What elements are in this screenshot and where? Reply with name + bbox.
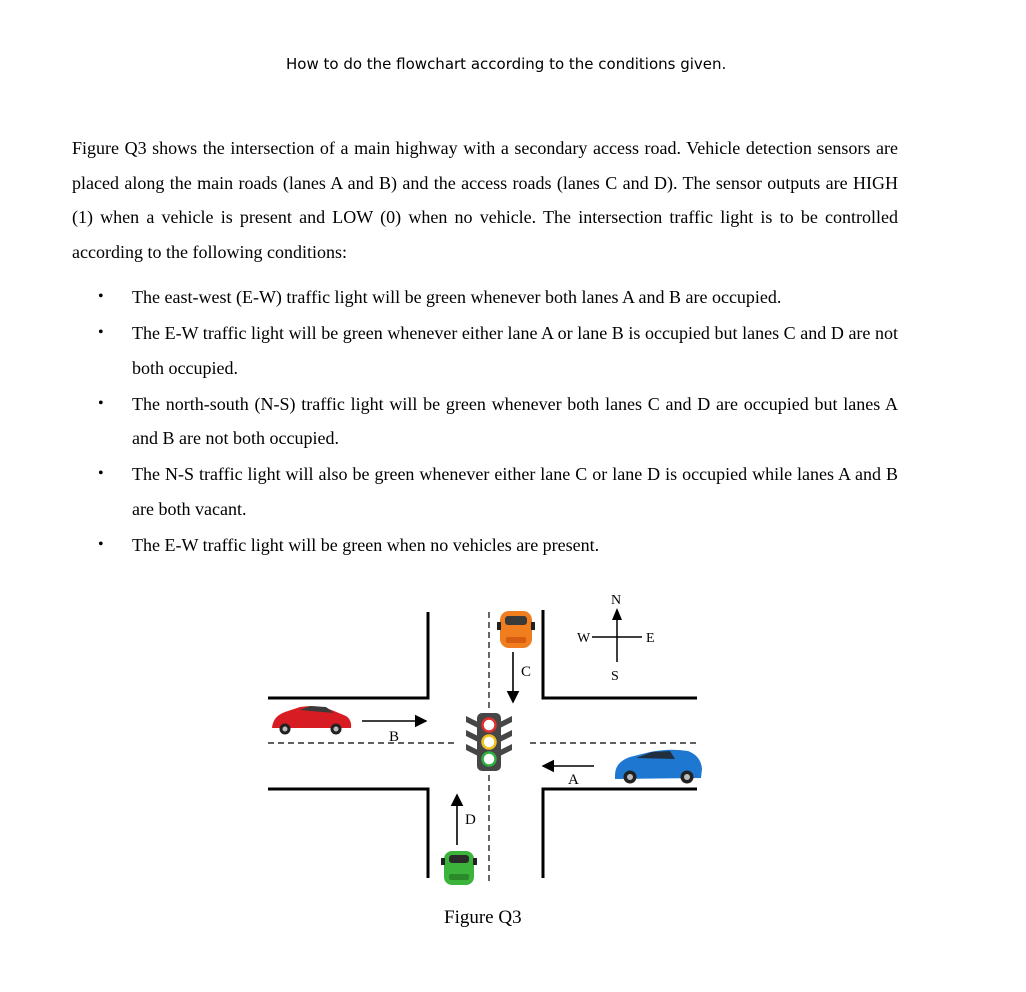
lane-label-c: C — [521, 664, 532, 680]
green-lamp — [483, 753, 496, 766]
compass-east: E — [646, 631, 655, 646]
road-edge-nw — [268, 612, 428, 698]
figure-caption: Figure Q3 — [444, 907, 522, 928]
compass-west: W — [577, 631, 591, 646]
red-lamp — [483, 719, 496, 732]
road-edge-se — [543, 789, 697, 878]
condition-text: The E-W traffic light will be green whenever either lane A or lane B is occupied but lanes C and D are not both occupied. — [132, 323, 898, 378]
car-green-icon — [441, 851, 477, 885]
compass — [577, 593, 655, 684]
car-red-icon — [272, 706, 351, 735]
car-blue-icon — [615, 750, 702, 784]
bullet-icon: • — [98, 324, 104, 341]
compass-north-arrow-icon — [612, 608, 622, 620]
bullet-icon: • — [98, 288, 104, 305]
condition-text: The north-south (N-S) traffic light will be green whenever both lanes C and D are occupied but lanes A and B are not both occupied. — [132, 393, 898, 448]
lane-label-b: B — [389, 729, 400, 745]
question-title: How to do the flowchart according to the conditions given. — [286, 55, 727, 73]
bullet-icon: • — [98, 465, 104, 482]
road-edge-ne — [543, 610, 697, 698]
condition-text: The east-west (E-W) traffic light will be green whenever both lanes A and B are occupied. — [132, 287, 782, 307]
road-edge-sw — [268, 789, 428, 878]
traffic-light-icon — [466, 713, 512, 771]
yellow-lamp — [483, 736, 496, 749]
condition-text: The N-S traffic light will also be green whenever either lane C or lane D is occupied while lanes A and B are both vacant. — [132, 464, 898, 519]
condition-text: The E-W traffic light will be green when no vehicles are present. — [132, 534, 600, 555]
lane-label-a: A — [568, 772, 579, 788]
compass-south: S — [611, 669, 619, 684]
intro-paragraph: Figure Q3 shows the intersection of a main highway with a secondary access road. Vehicle detection sensors are placed along the main roads (lanes A and B) and the access roads (lanes C and D). The sensor outputs are HIGH (1) when a vehicle is present and LOW (0) when no vehicle. The intersection traffic light is to be controlled according to the following conditions: — [72, 138, 898, 262]
car-orange-icon — [497, 611, 535, 648]
bullet-icon: • — [98, 535, 104, 553]
bullet-icon: • — [98, 394, 104, 412]
lane-label-d: D — [465, 812, 476, 828]
compass-north: N — [611, 593, 622, 608]
